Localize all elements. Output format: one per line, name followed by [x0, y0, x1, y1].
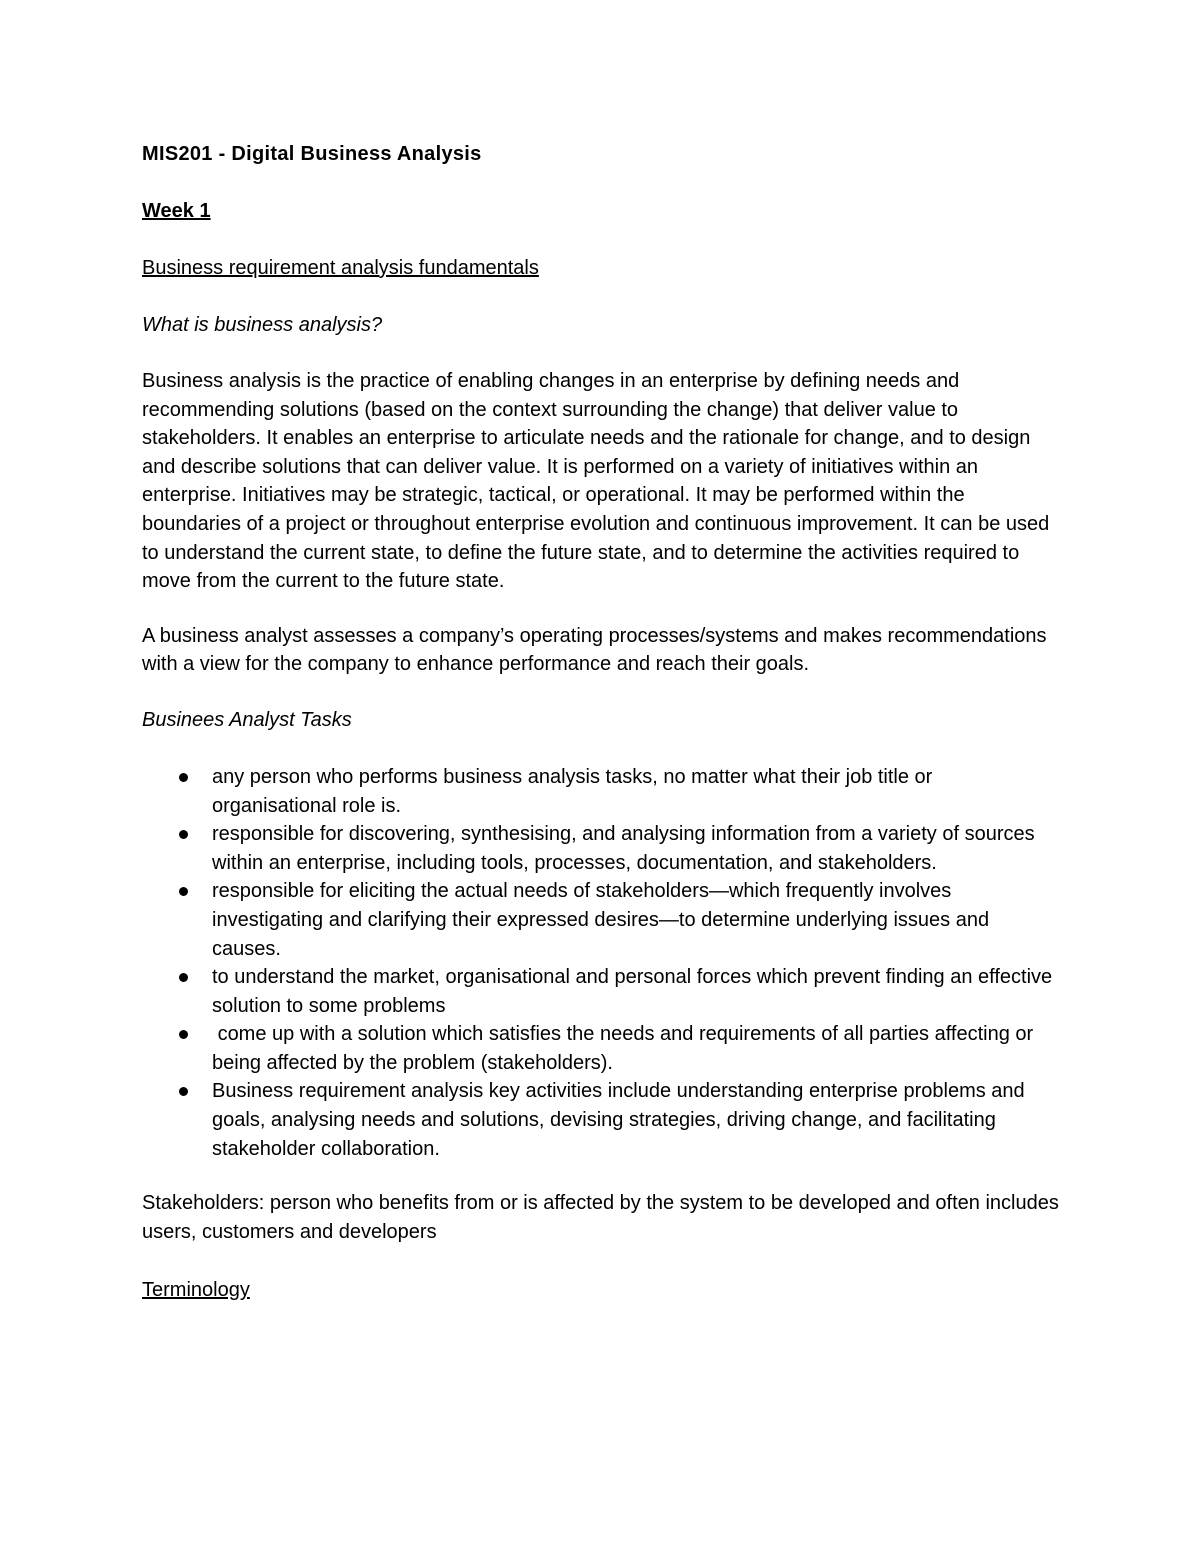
list-item-text: to understand the market, organisational and personal forces which prevent finding an effective solution to some problems	[212, 966, 1053, 1017]
list-item	[212, 1077, 1060, 1163]
paragraph-definition: Business analysis is the practice of enabling changes in an enterprise by defining needs and recommending solutions (based on the context surrounding the change) that deliver value to stakeholders. It enables an enterprise to articulate needs and the rationale for change, and to design and describe solutions that can deliver value. It is performed on a variety of initiatives within an enterprise. Initiatives may be strategic, tactical, or operational. It may be performed within the boundaries of a project or throughout enterprise evolution and continuous improvement. It can be used to understand the current state, to define the future state, and to determine the activities required to move from the current to the future state.	[142, 370, 1050, 593]
terminology-heading: Terminology	[142, 1279, 250, 1302]
paragraph-stakeholders: Stakeholders: person who benefits from or is affected by the system to be developed and often includes users, customers and developers	[142, 1192, 1059, 1243]
section-heading: Business requirement analysis fundamentals	[142, 257, 539, 279]
document-title: MIS201 - Digital Business Analysis	[142, 143, 482, 165]
subheading-analyst-tasks: Businees Analyst Tasks	[142, 708, 352, 731]
list-item-text: responsible for eliciting the actual needs of stakeholders—which frequently involves investigating and clarifying their expressed desires—to determine underlying issues and causes.	[212, 880, 990, 960]
subheading-what-is-business-analysis: What is business analysis?	[142, 314, 383, 336]
list-item	[212, 1020, 1060, 1077]
list-item	[212, 763, 1060, 820]
paragraph-business-analyst: A business analyst assesses a company’s operating processes/systems and makes recommendations with a view for the company to enhance performance and reach their goals.	[142, 624, 1047, 676]
list-item-text: responsible for discovering, synthesising, and analysing information from a variety of sources within an enterprise, including tools, processes, documentation, and stakeholders.	[212, 823, 1035, 874]
bullet-icon	[179, 887, 188, 896]
bullet-icon	[179, 1087, 188, 1096]
bullet-icon	[179, 1030, 188, 1039]
week-heading: Week 1	[142, 200, 211, 222]
bullet-icon	[179, 773, 188, 782]
list-item-text: come up with a solution which satisfies the needs and requirements of all parties affecting or being affected by the problem (stakeholders).	[212, 1023, 1039, 1074]
list-item-text: any person who performs business analysis tasks, no matter what their job title or organisational role is.	[212, 765, 933, 817]
tasks-list	[142, 763, 1060, 1163]
list-item	[212, 963, 1060, 1020]
list-item-text: Business requirement analysis key activities include understanding enterprise problems and goals, analysing needs and solutions, devising strategies, driving change, and facilitating stakeholder collaboration.	[212, 1080, 1025, 1160]
bullet-icon	[179, 973, 188, 982]
list-item	[212, 820, 1060, 877]
list-item	[212, 877, 1060, 963]
bullet-icon	[179, 830, 188, 839]
